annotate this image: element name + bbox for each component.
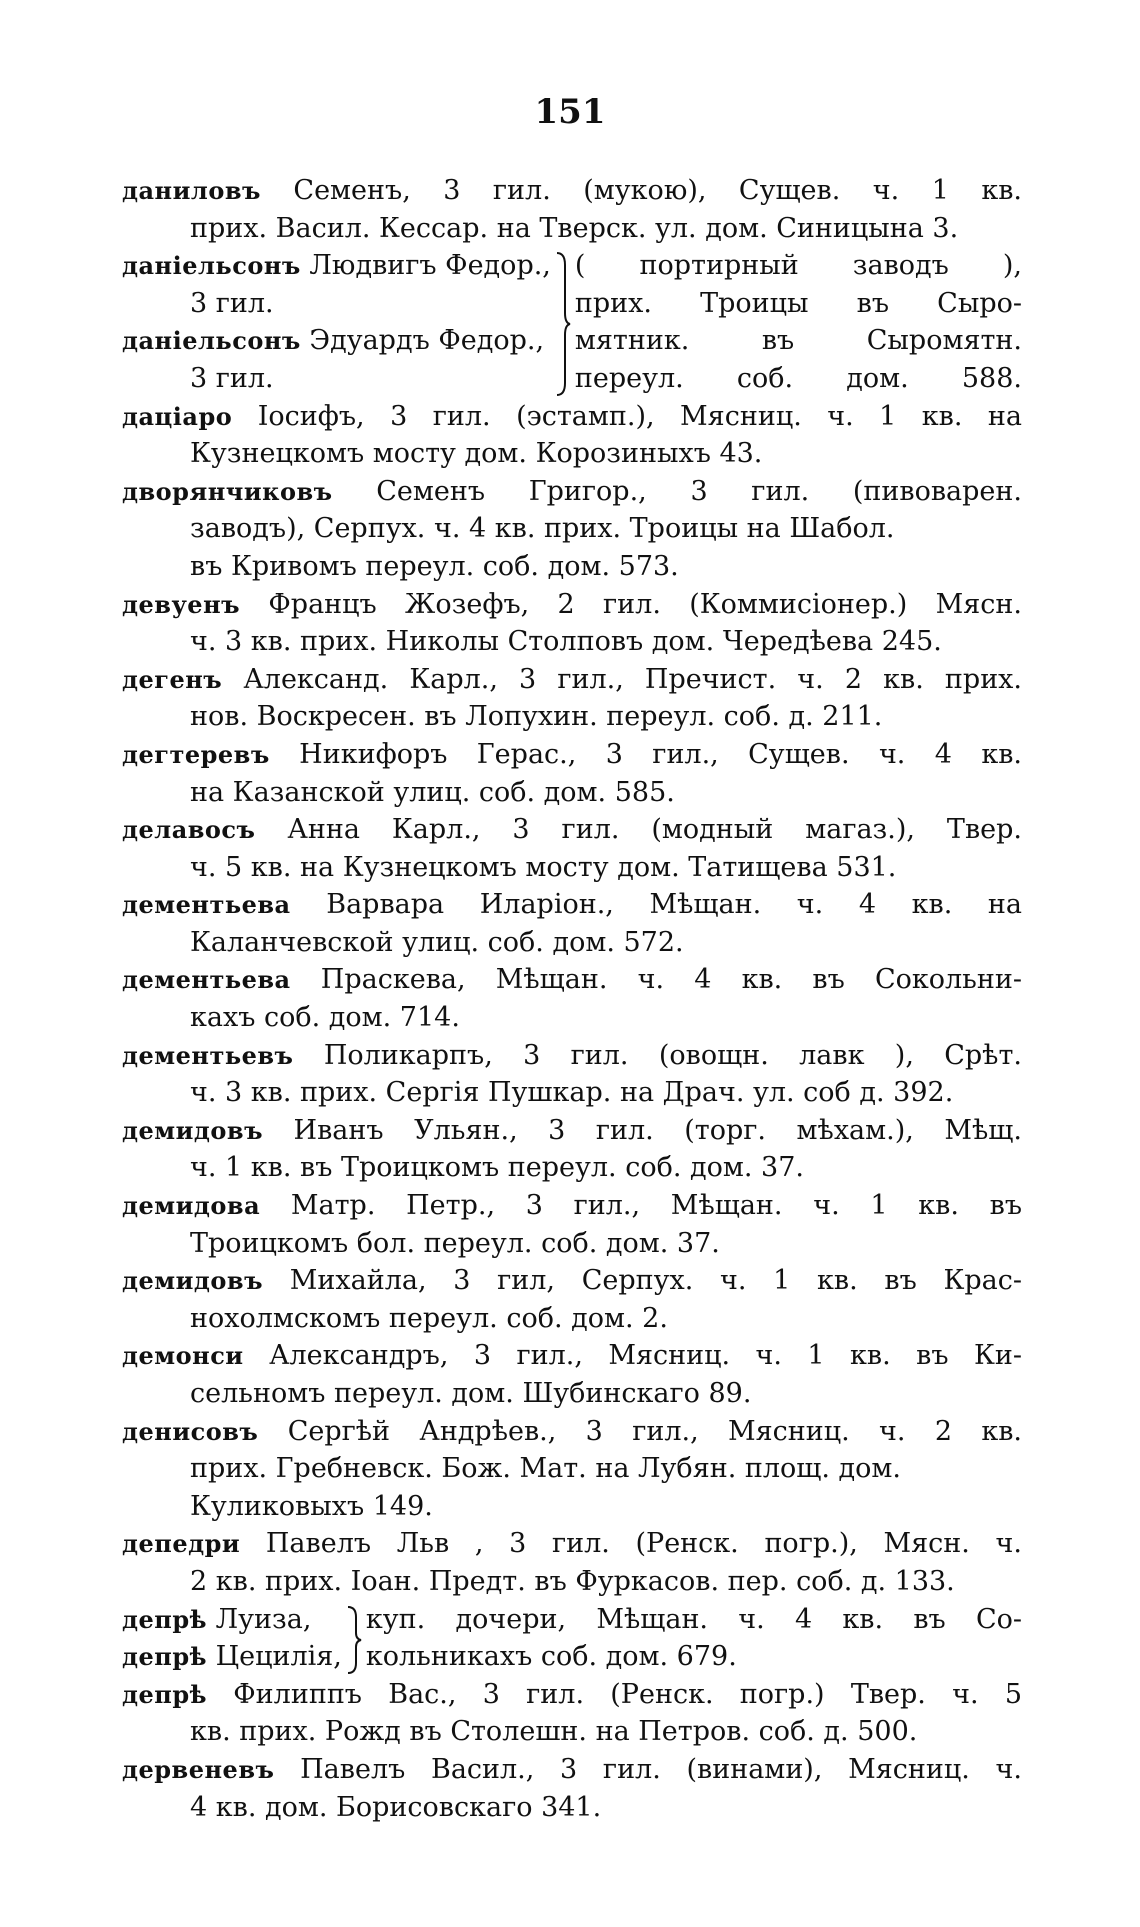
directory-entry bbox=[122, 586, 1022, 661]
entry-first-line bbox=[122, 1525, 1022, 1563]
entry-continuation: въ Кривомъ переул. соб. дом. 573. bbox=[190, 550, 679, 582]
entry-details: Павелъ Васил., 3 гил. (винами), Мясниц. ч. bbox=[300, 1753, 1022, 1785]
entry-surname: девуенъ bbox=[122, 589, 241, 619]
entry-surname: дегенъ bbox=[122, 664, 223, 694]
entry-continuation: кахъ соб. дом. 714. bbox=[190, 1002, 460, 1034]
page-number: 151 bbox=[534, 92, 606, 132]
entry-surname: даніельсонъ bbox=[122, 251, 301, 281]
entry-details: Семенъ, 3 гил. (мукою), Сущев. ч. 1 кв. bbox=[293, 175, 1022, 206]
shared-detail-line: куп. дочери, Мѣщан. ч. 4 кв. въ Со- bbox=[365, 1603, 1022, 1635]
entry-continuation: Каланчевской улиц. соб. дом. 572. bbox=[190, 926, 684, 958]
entry-details: Семенъ Григор., 3 гил. (пивоварен. bbox=[376, 475, 1022, 507]
entry-surname: дворянчиковъ bbox=[122, 476, 333, 506]
entry-continuation: кв. прих. Рожд въ Столешн. на Петров. соб. д. 500. bbox=[190, 1716, 918, 1748]
entry-surname: дегтеревъ bbox=[122, 739, 270, 769]
entry-first-line bbox=[122, 473, 1022, 511]
braced-names bbox=[122, 1601, 342, 1676]
entry-continuation: 2 кв. прих. Іоан. Предт. въ Фуркасов. пер. соб. д. 133. bbox=[190, 1565, 955, 1597]
shared-detail-line: прих. Троицы въ Сыро- bbox=[574, 287, 1022, 319]
entry-continuation: заводъ), Серпух. ч. 4 кв. прих. Троицы на Шабол. bbox=[190, 513, 895, 545]
entry-first-line bbox=[122, 322, 551, 360]
entry-first-line bbox=[122, 586, 1022, 624]
braced-entry-group bbox=[122, 1601, 1022, 1676]
entry-details: Праскева, Мѣщан. ч. 4 кв. въ Сокольни- bbox=[320, 964, 1022, 996]
entry-first-line bbox=[122, 1337, 1022, 1375]
entry-details: Иванъ Ульян., 3 гил. (торг. мѣхам.), Мѣщ. bbox=[293, 1114, 1022, 1146]
directory-entry bbox=[122, 661, 1022, 736]
entry-surname: депрѣ bbox=[122, 1679, 207, 1709]
entry-details: Поликарпъ, 3 гил. (овощн. лавк ), Срѣт. bbox=[323, 1039, 1022, 1071]
directory-entry bbox=[122, 811, 1022, 886]
entry-continuation: на Казанской улиц. соб. дом. 585. bbox=[190, 776, 675, 808]
entry-details: Цецилія, bbox=[215, 1641, 342, 1673]
entry-details: Матр. Петр., 3 гил., Мѣщан. ч. 1 кв. въ bbox=[290, 1190, 1022, 1222]
entry-details: Варвара Иларіон., Мѣщан. ч. 4 кв. на bbox=[326, 889, 1022, 921]
braced-shared-details bbox=[575, 247, 1022, 397]
entry-continuation: 4 кв. дом. Борисовскаго 341. bbox=[190, 1791, 602, 1823]
directory-entry bbox=[122, 398, 1022, 473]
entry-first-line bbox=[122, 247, 551, 285]
entry-surname: депрѣ bbox=[122, 1642, 207, 1672]
entry-first-line bbox=[122, 1413, 1022, 1451]
braced-names bbox=[122, 247, 551, 397]
entry-details: Филиппъ Вас., 3 гил. (Ренск. погр.) Твер. ч. 5 bbox=[233, 1678, 1022, 1710]
entry-surname: депрѣ bbox=[122, 1604, 207, 1634]
entry-details: Луиза, bbox=[215, 1603, 312, 1635]
entry-continuation: 3 гил. bbox=[190, 362, 274, 394]
curly-brace-icon bbox=[551, 247, 575, 397]
entry-surname: дементьева bbox=[122, 965, 291, 995]
entry-surname: дементьевъ bbox=[122, 1040, 294, 1070]
entry-continuation: ч. 3 кв. прих. Сергія Пушкар. на Драч. ул. соб д. 392. bbox=[190, 1077, 954, 1109]
entry-details: Никифоръ Герас., 3 гил., Сущев. ч. 4 кв. bbox=[299, 738, 1022, 770]
directory-entry bbox=[122, 961, 1022, 1036]
entries-block-a bbox=[122, 398, 1022, 1601]
entry-details: Анна Карл., 3 гил. (модный магаз.), Твер. bbox=[287, 814, 1022, 846]
entries-block-b bbox=[122, 1676, 1022, 1826]
entry-surname: демидовъ bbox=[122, 1115, 264, 1145]
directory-entries bbox=[122, 172, 1022, 1826]
directory-entry bbox=[122, 1525, 1022, 1600]
entry-first-line bbox=[122, 1262, 1022, 1300]
entry-first-line bbox=[122, 811, 1022, 849]
entry-surname: денисовъ bbox=[122, 1416, 259, 1446]
entry-first-line bbox=[122, 961, 1022, 999]
shared-detail-line: переул. соб. дом. 588. bbox=[574, 362, 1022, 394]
entry-surname: даніельсонъ bbox=[122, 326, 301, 356]
entry-first-line bbox=[122, 1676, 1022, 1714]
entry-details: Людвигъ Федор., bbox=[309, 250, 551, 282]
entry-details: Павелъ Льв , 3 гил. (Ренск. погр.), Мясн. ч. bbox=[265, 1528, 1022, 1560]
entry-first-line bbox=[122, 398, 1022, 436]
entry-first-line bbox=[122, 661, 1022, 699]
directory-entry bbox=[122, 1413, 1022, 1526]
directory-entry bbox=[122, 1112, 1022, 1187]
entry-first-line bbox=[122, 1601, 342, 1639]
entry-surname: депедри bbox=[122, 1529, 241, 1559]
braced-entry-group bbox=[122, 247, 1022, 397]
entry-continuation: нохолмскомъ переул. соб. дом. 2. bbox=[190, 1302, 668, 1334]
entry-continuation: Троицкомъ бол. переул. соб. дом. 37. bbox=[190, 1227, 720, 1259]
entry-first-line bbox=[122, 1751, 1022, 1789]
entry-surname: демидовъ bbox=[122, 1266, 264, 1296]
entry-details: Михайла, 3 гил, Серпух. ч. 1 кв. въ Крас- bbox=[289, 1265, 1022, 1297]
entry-continuation: 3 гил. bbox=[190, 287, 274, 319]
entry-surname: делавосъ bbox=[122, 815, 256, 845]
entry-first-line bbox=[122, 886, 1022, 924]
entry-first-line bbox=[122, 1112, 1022, 1150]
entry-continuation: нов. Воскресен. въ Лопухин. переул. соб. д. 211. bbox=[190, 701, 883, 733]
entry-details: Іосифъ, 3 гил. (эстамп.), Мясниц. ч. 1 кв. на bbox=[257, 400, 1022, 432]
directory-entry bbox=[122, 736, 1022, 811]
entry-continuation: Кузнецкомъ мосту дом. Корозиныхъ 43. bbox=[190, 438, 763, 470]
entry-surname: даниловъ bbox=[122, 176, 261, 205]
entry-details: Сергѣй Андрѣев., 3 гил., Мясниц. ч. 2 кв. bbox=[287, 1415, 1022, 1447]
entry-surname: дервеневъ bbox=[122, 1754, 275, 1784]
entry-details: Александръ, 3 гил., Мясниц. ч. 1 кв. въ Ки- bbox=[269, 1340, 1022, 1372]
entry-surname: даціаро bbox=[122, 401, 233, 431]
entry-surname: демидова bbox=[122, 1191, 261, 1221]
entry-first-line bbox=[122, 172, 1022, 210]
directory-entry bbox=[122, 1337, 1022, 1412]
entry-continuation: ч. 3 кв. прих. Николы Столповъ дом. Чередѣева 245. bbox=[190, 626, 942, 658]
entry-continuation: ч. 1 кв. въ Троицкомъ переул. соб. дом. 37. bbox=[190, 1152, 804, 1184]
entry-details: Францъ Жозефъ, 2 гил. (Коммисіонер.) Мясн. bbox=[268, 588, 1022, 620]
directory-entry bbox=[122, 886, 1022, 961]
braced-shared-details bbox=[366, 1601, 1022, 1676]
entry-details: Александ. Карл., 3 гил., Пречист. ч. 2 кв. прих. bbox=[243, 663, 1022, 695]
entry-first-line bbox=[122, 1187, 1022, 1225]
curly-brace-icon bbox=[342, 1601, 366, 1676]
shared-detail-line: ( портирный заводъ ), bbox=[574, 250, 1022, 282]
directory-entry bbox=[122, 1187, 1022, 1262]
entry-first-line bbox=[122, 1638, 342, 1676]
directory-entry bbox=[122, 1676, 1022, 1751]
directory-entry bbox=[122, 1037, 1022, 1112]
entry-continuation: сельномъ переул. дом. Шубинскаго 89. bbox=[190, 1378, 752, 1409]
entry-first-line bbox=[122, 1037, 1022, 1075]
directory-entry bbox=[122, 1262, 1022, 1337]
entry-details: Эдуардъ Федор., bbox=[309, 325, 545, 357]
entry-continuation: Куликовыхъ 149. bbox=[190, 1490, 433, 1522]
shared-detail-line: кольникахъ соб. дом. 679. bbox=[365, 1641, 737, 1673]
shared-detail-line: мятник. въ Сыромятн. bbox=[574, 325, 1022, 357]
directory-entry bbox=[122, 172, 1022, 247]
entry-first-line bbox=[122, 736, 1022, 774]
entry-surname: дементьева bbox=[122, 890, 291, 920]
entry-continuation: прих. Васил. Кессар. на Тверск. ул. дом. Синицына 3. bbox=[190, 212, 959, 244]
directory-entry bbox=[122, 473, 1022, 586]
entry-surname: демонси bbox=[122, 1341, 244, 1371]
entry-continuation: прих. Гребневск. Бож. Мат. на Лубян. площ. дом. bbox=[190, 1453, 902, 1485]
directory-entry bbox=[122, 1751, 1022, 1826]
entry-continuation: ч. 5 кв. на Кузнецкомъ мосту дом. Татищева 531. bbox=[190, 851, 897, 883]
